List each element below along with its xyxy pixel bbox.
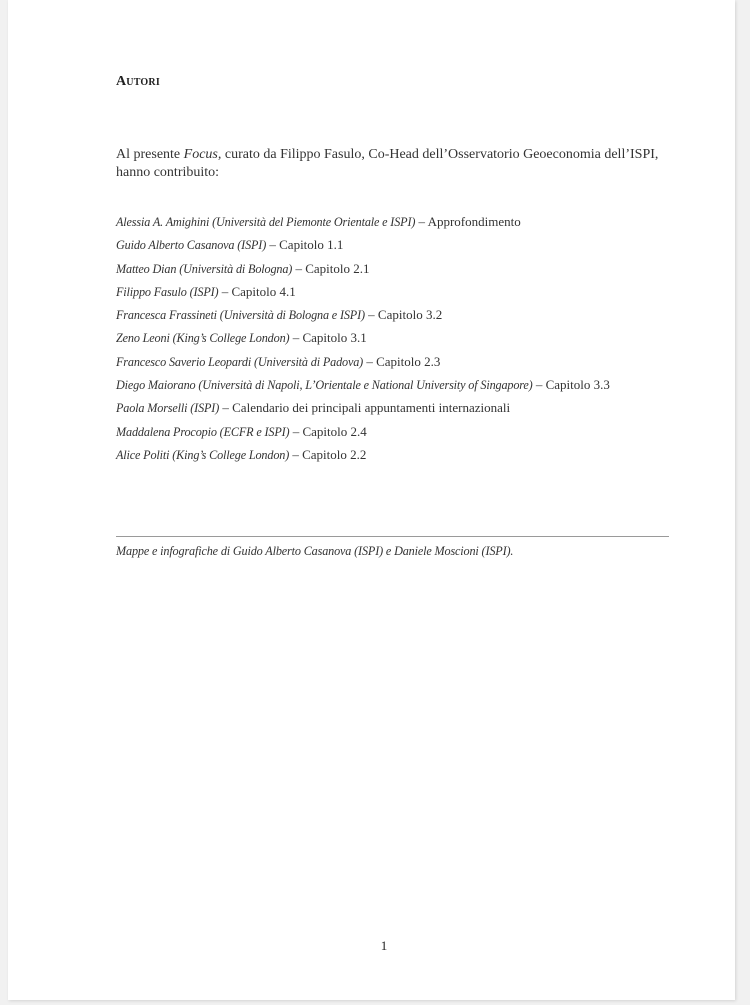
contributor-role: – Capitolo 1.1 bbox=[266, 237, 344, 253]
contributor-item bbox=[116, 210, 716, 233]
contributor-item bbox=[116, 420, 716, 443]
contributor-name: Francesca Frassineti (Università di Bologna e ISPI) bbox=[116, 308, 365, 323]
intro-text-after: curato da Filippo Fasulo, Co-Head dell’Osservatorio Geoeconomia dell’ISPI, hanno contribuito: bbox=[116, 147, 659, 180]
contributor-role: – Approfondimento bbox=[415, 214, 521, 229]
contributor-name: Alice Politi (King’s College London) bbox=[116, 447, 290, 462]
contributor-item bbox=[116, 233, 716, 256]
intro-italic-focus: Focus, bbox=[183, 147, 222, 162]
contributor-item bbox=[116, 280, 716, 303]
contributor-item bbox=[116, 350, 716, 373]
contributor-role: – Capitolo 3.3 bbox=[532, 377, 610, 393]
contributor-name: Filippo Fasulo (ISPI) bbox=[116, 284, 219, 299]
contributor-role: – Capitolo 2.1 bbox=[292, 260, 370, 276]
contributor-name: Paola Morselli (ISPI) bbox=[116, 401, 220, 416]
contributor-role: – Capitolo 3.2 bbox=[364, 307, 443, 323]
contributor-item bbox=[116, 396, 716, 419]
contributor-item bbox=[116, 443, 716, 466]
intro-text-before: Al presente bbox=[116, 147, 184, 162]
contributor-role: – Calendario dei principali appuntamenti internazionali bbox=[219, 400, 511, 416]
credits-note: Mappe e infografiche di Guido Alberto Casanova (ISPI) e Daniele Moscioni (ISPI). bbox=[116, 544, 514, 558]
contributor-item bbox=[116, 373, 716, 396]
section-heading: Autori bbox=[116, 74, 160, 89]
contributor-role: – Capitolo 2.2 bbox=[289, 446, 367, 462]
contributor-role: – Capitolo 2.3 bbox=[363, 353, 441, 369]
contributor-role: – Capitolo 2.4 bbox=[289, 423, 367, 439]
contributor-item bbox=[116, 326, 716, 349]
contributor-item bbox=[116, 303, 716, 326]
contributor-role: – Capitolo 3.1 bbox=[289, 330, 367, 346]
contributor-role: – Capitolo 4.1 bbox=[218, 283, 296, 299]
contributors-list bbox=[116, 210, 716, 466]
contributor-name: Zeno Leoni (King’s College London) bbox=[116, 331, 290, 346]
divider-line bbox=[116, 536, 669, 537]
contributor-name: Alessia A. Amighini (Università del Piemonte Orientale e ISPI) bbox=[116, 215, 416, 229]
document-page bbox=[8, 0, 735, 1000]
contributor-item bbox=[116, 257, 716, 280]
contributor-name: Guido Alberto Casanova (ISPI) bbox=[116, 238, 267, 253]
contributor-name: Matteo Dian (Università di Bologna) bbox=[116, 261, 293, 276]
intro-paragraph bbox=[116, 146, 671, 182]
contributor-name: Diego Maiorano (Università di Napoli, L’Orientale e National University of Singapore) bbox=[116, 378, 533, 393]
contributor-name: Maddalena Procopio (ECFR e ISPI) bbox=[116, 424, 290, 439]
contributor-name: Francesco Saverio Leopardi (Università di Padova) bbox=[116, 354, 364, 369]
page-number: 1 bbox=[380, 938, 388, 953]
